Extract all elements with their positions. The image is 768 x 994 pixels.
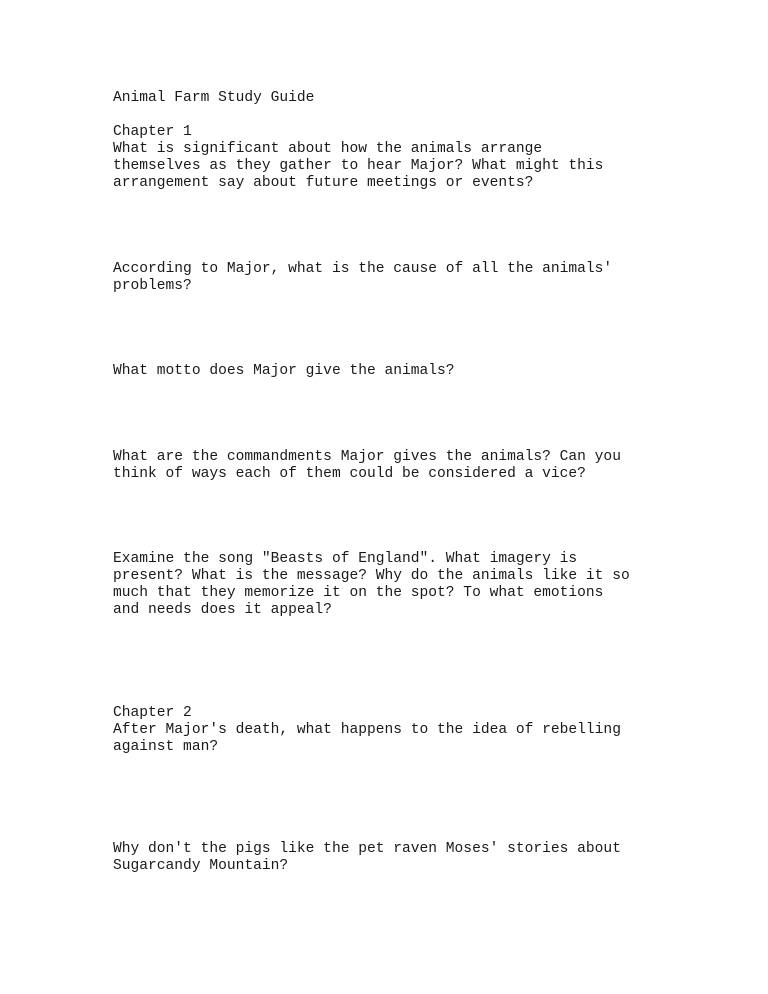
question-line: What are the commandments Major gives the animals? Can you bbox=[113, 449, 621, 465]
question-line: Why don't the pigs like the pet raven Moses' stories about bbox=[113, 841, 621, 857]
question-line: against man? bbox=[113, 739, 219, 755]
document-title: Animal Farm Study Guide bbox=[113, 90, 315, 106]
question-line: think of ways each of them could be considered a vice? bbox=[113, 466, 586, 482]
chapter-1-heading: Chapter 1 bbox=[113, 124, 192, 140]
question-line: and needs does it appeal? bbox=[113, 602, 332, 618]
question-line: After Major's death, what happens to the idea of rebelling bbox=[113, 722, 621, 738]
question-line: problems? bbox=[113, 278, 192, 294]
question-line: Examine the song "Beasts of England". What imagery is bbox=[113, 551, 578, 567]
question-line: present? What is the message? Why do the animals like it so bbox=[113, 568, 630, 584]
question-line: Sugarcandy Mountain? bbox=[113, 858, 289, 874]
question-line: What motto does Major give the animals? bbox=[113, 363, 455, 379]
question-line: According to Major, what is the cause of all the animals' bbox=[113, 261, 613, 277]
question-line: What is significant about how the animals arrange bbox=[113, 141, 543, 157]
question-line: much that they memorize it on the spot? To what emotions bbox=[113, 585, 604, 601]
question-line: arrangement say about future meetings or events? bbox=[113, 175, 534, 191]
chapter-2-heading: Chapter 2 bbox=[113, 705, 192, 721]
question-line: themselves as they gather to hear Major? What might this bbox=[113, 158, 604, 174]
